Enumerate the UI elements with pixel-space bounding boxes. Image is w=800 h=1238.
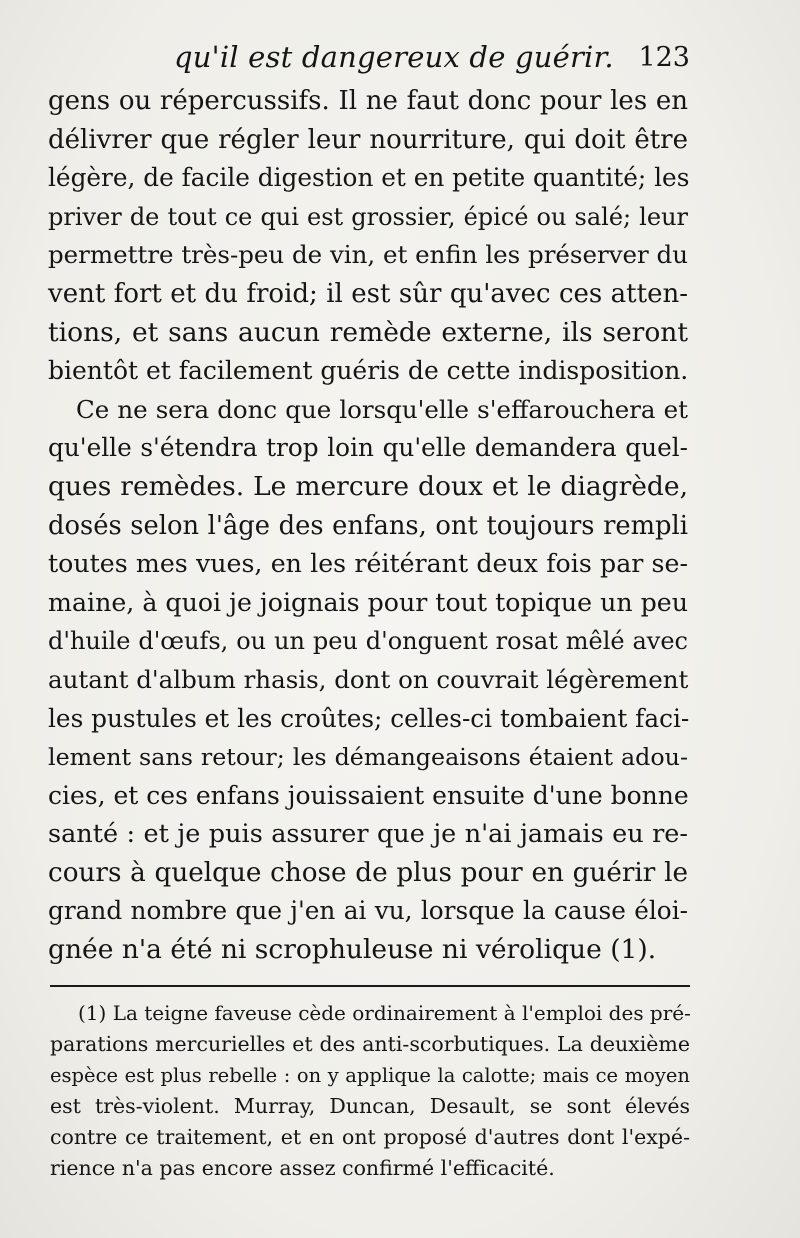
footnote-line: rience n'a pas encore assez confirmé l'efficacité. bbox=[50, 1156, 555, 1180]
text-line: maine, à quoi je joignais pour tout topique un peu bbox=[48, 587, 688, 617]
text-line: tions, et sans aucun remède externe, ils seront bbox=[48, 316, 688, 348]
text-line: délivrer que régler leur nourriture, qui doit être bbox=[48, 124, 688, 155]
text-line: toutes mes vues, en les réitérant deux fois par se- bbox=[48, 549, 688, 579]
text-line: d'huile d'œufs, ou un peu d'onguent rosat mêlé avec bbox=[48, 627, 688, 656]
running-title: qu'il est dangereux de guérir. bbox=[174, 40, 614, 74]
text-line: gens ou répercussifs. Il ne faut donc pour les en bbox=[48, 86, 688, 116]
footnote-line: espèce est plus rebelle : on y applique la calotte; mais ce moyen bbox=[50, 1064, 690, 1087]
footnote-rule bbox=[50, 985, 690, 987]
text-line: santé : et je puis assurer que je n'ai jamais eu re- bbox=[48, 819, 688, 850]
text-line: permettre très-peu de vin, et enfin les préserver du bbox=[48, 240, 688, 270]
text-line: gnée n'a été ni scrophuleuse ni vérolique (1). bbox=[48, 934, 657, 966]
footnote bbox=[50, 998, 690, 1184]
text-line: légère, de facile digestion et en petite quantité; les bbox=[48, 163, 690, 193]
footnote-line: (1) La teigne faveuse cède ordinairement à l'emploi des pré- bbox=[78, 1001, 691, 1025]
text-line: cies, et ces enfans jouissaient ensuite d'une bonne bbox=[48, 780, 689, 810]
text-line: Ce ne sera donc que lorsqu'elle s'effarouchera et bbox=[76, 394, 688, 424]
footnote-line: parations mercurielles et des anti-scorbutiques. La deuxième bbox=[50, 1032, 690, 1056]
text-line: qu'elle s'étendra trop loin qu'elle demandera quel- bbox=[48, 433, 688, 463]
text-line: autant d'album rhasis, dont on couvrait légèrement bbox=[48, 664, 689, 694]
text-line: ques remèdes. Le mercure doux et le diagrède, bbox=[48, 470, 688, 502]
text-line: dosés selon l'âge des enfans, ont toujours rempli bbox=[48, 510, 688, 541]
main-text bbox=[48, 82, 688, 970]
footnote-line: contre ce traitement, et en ont proposé d'autres dont l'expé- bbox=[50, 1125, 690, 1149]
text-line: les pustules et les croûtes; celles-ci tombaient faci- bbox=[48, 703, 690, 733]
text-line: cours à quelque chose de plus pour en guérir le bbox=[48, 857, 688, 888]
page-number: 123 bbox=[638, 42, 690, 73]
footnote-line: est très-violent. Murray, Duncan, Desault, se sont élevés bbox=[50, 1094, 690, 1118]
text-line: grand nombre que j'en ai vu, lorsque la cause éloi- bbox=[48, 896, 688, 926]
text-line: priver de tout ce qui est grossier, épicé ou salé; leur bbox=[48, 202, 688, 231]
text-line: bientôt et facilement guéris de cette indisposition. bbox=[48, 356, 689, 386]
text-line: vent fort et du froid; il est sûr qu'avec ces atten- bbox=[48, 278, 688, 309]
page-header bbox=[50, 40, 690, 82]
text-line: lement sans retour; les démangeaisons étaient adou- bbox=[48, 743, 688, 772]
